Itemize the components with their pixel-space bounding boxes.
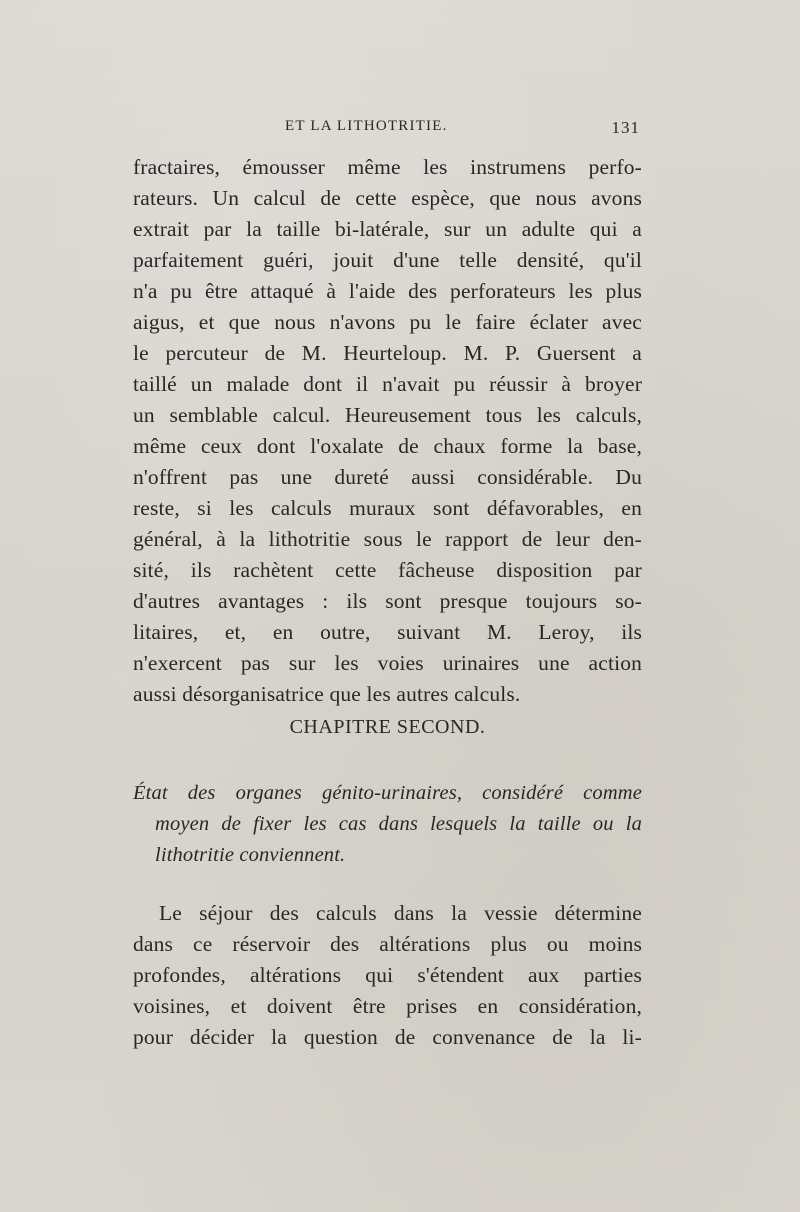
text-line: fractaires, émousser même les instrumens perfo-: [133, 155, 642, 179]
text-line: pour décider la question de convenance de la li-: [133, 1025, 642, 1049]
page-number: 131: [611, 118, 640, 137]
chapter-summary: [133, 778, 642, 871]
text-line: reste, si les calculs muraux sont défavorables, en: [133, 496, 642, 520]
text-line: voisines, et doivent être prises en considération,: [133, 994, 642, 1018]
text-line: profondes, altérations qui s'étendent aux parties: [133, 963, 642, 987]
text-line: aigus, et que nous n'avons pu le faire éclater avec: [133, 310, 642, 334]
paragraph-2: [133, 898, 642, 1053]
running-title: ET LA LITHOTRITIE.: [285, 118, 448, 134]
text-line: d'autres avantages : ils sont presque toujours so-: [133, 589, 642, 613]
chapter-title: CHAPITRE SECOND.: [289, 716, 486, 738]
text-line: même ceux dont l'oxalate de chaux forme la base,: [133, 434, 642, 458]
text-line: rateurs. Un calcul de cette espèce, que nous avons: [133, 186, 642, 210]
text-line: aussi désorganisatrice que les autres calculs.: [133, 682, 521, 706]
text-line: taillé un malade dont il n'avait pu réussir à broyer: [133, 372, 642, 396]
summary-line: État des organes génito-urinaires, considéré comme: [133, 782, 642, 804]
text-line: sité, ils rachètent cette fâcheuse disposition par: [133, 558, 642, 582]
text-line: un semblable calcul. Heureusement tous les calculs,: [133, 403, 642, 427]
paragraph-1: [133, 152, 642, 710]
text-line: dans ce réservoir des altérations plus ou moins: [133, 932, 642, 956]
text-line: n'a pu être attaqué à l'aide des perforateurs les plus: [133, 279, 642, 303]
text-line: extrait par la taille bi-latérale, sur un adulte qui a: [133, 217, 642, 241]
summary-line: lithotritie conviennent.: [155, 844, 346, 866]
text-line: n'exercent pas sur les voies urinaires une action: [133, 651, 642, 675]
text-line: parfaitement guéri, jouit d'une telle densité, qu'il: [133, 248, 642, 272]
text-line: n'offrent pas une dureté aussi considérable. Du: [133, 465, 642, 489]
text-line: Le séjour des calculs dans la vessie détermine: [159, 901, 642, 925]
running-head: [285, 118, 640, 140]
summary-line: moyen de fixer les cas dans lesquels la taille ou la: [155, 813, 642, 835]
text-line: litaires, et, en outre, suivant M. Leroy, ils: [133, 620, 642, 644]
text-line: le percuteur de M. Heurteloup. M. P. Guersent a: [133, 341, 642, 365]
text-line: général, à la lithotritie sous le rapport de leur den-: [133, 527, 642, 551]
